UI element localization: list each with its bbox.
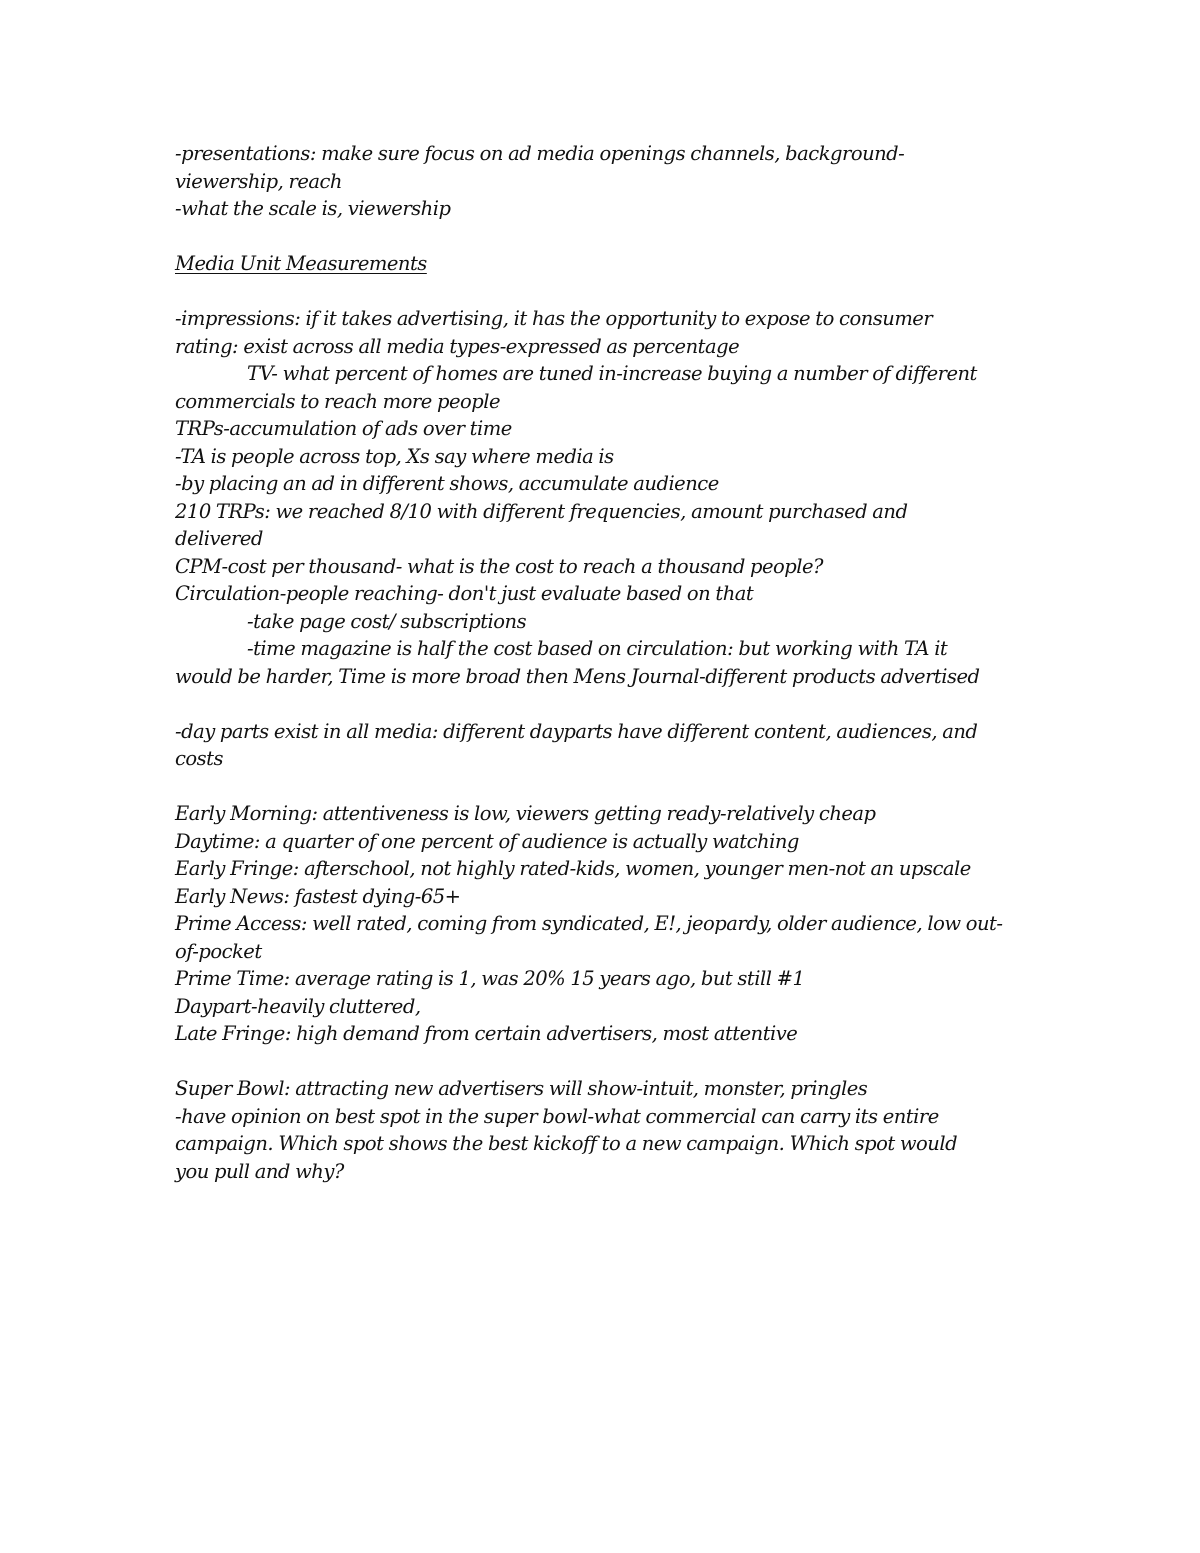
blank-line (175, 773, 1035, 801)
text-line: -by placing an ad in different shows, accumulate audience (175, 472, 719, 495)
text-line: -take page cost/ subscriptions (247, 609, 527, 633)
text-line: costs (175, 747, 224, 770)
section-heading-text: Media Unit Measurements (175, 252, 427, 275)
document-page (175, 140, 1035, 1185)
text-line: TV- what percent of homes are tuned in-increase buying a number of different (247, 362, 977, 385)
text-line: -have opinion on best spot in the super bowl-what commercial can carry its entire (175, 1104, 939, 1128)
blank-line (175, 1048, 1035, 1076)
text-line: would be harder, Time is more broad then Mens Journal-different products advertised (175, 664, 980, 688)
text-line: Daytime: a quarter of one percent of audience is actually watching (175, 829, 799, 853)
text-line: campaign. Which spot shows the best kickoff to a new campaign. Which spot would (175, 1132, 958, 1155)
text-line: -presentations: make sure focus on ad media openings channels, background- (175, 142, 905, 165)
text-line: Early News: fastest dying-65+ (175, 884, 461, 908)
text-line: 210 TRPs: we reached 8/10 with different frequencies, amount purchased and (175, 499, 908, 523)
text-line: -day parts exist in all media: different dayparts have different content, audiences, and (175, 719, 978, 743)
text-line: Circulation-people reaching- don't just evaluate based on that (175, 582, 754, 605)
text-line: Prime Time: average rating is 1, was 20% 15 years ago, but still #1 (175, 967, 805, 990)
text-line: you pull and why? (175, 1159, 344, 1183)
text-line: CPM-cost per thousand- what is the cost to reach a thousand people? (175, 554, 823, 578)
text-line: Daypart-heavily cluttered, (175, 994, 421, 1018)
blank-line (175, 223, 1035, 251)
text-line: Prime Access: well rated, coming from syndicated, E!, jeopardy, older audience, low out- (175, 912, 1003, 935)
text-line: -TA is people across top, Xs say where media is (175, 444, 614, 468)
text-line: viewership, reach (175, 169, 342, 193)
text-line: commercials to reach more people (175, 389, 500, 413)
text-line: -time magazine is half the cost based on circulation: but working with TA it (247, 637, 948, 660)
blank-line (175, 278, 1035, 306)
text-line: Early Fringe: afterschool, not highly rated-kids, women, younger men-not an upscale (175, 857, 971, 880)
section-heading (175, 250, 1035, 278)
text-line: Early Morning: attentiveness is low, viewers getting ready-relatively cheap (175, 802, 876, 825)
text-line: TRPs-accumulation of ads over time (175, 417, 512, 440)
text-line: -impressions: if it takes advertising, it has the opportunity to expose to consumer (175, 307, 933, 330)
text-line: Late Fringe: high demand from certain advertisers, most attentive (175, 1022, 798, 1045)
text-line: -what the scale is, viewership (175, 197, 451, 220)
text-line: rating: exist across all media types-expressed as percentage (175, 334, 740, 358)
blank-line (175, 690, 1035, 718)
text-line: of-pocket (175, 939, 262, 963)
text-line: delivered (175, 527, 263, 550)
text-line: Super Bowl: attracting new advertisers will show-intuit, monster, pringles (175, 1077, 868, 1100)
